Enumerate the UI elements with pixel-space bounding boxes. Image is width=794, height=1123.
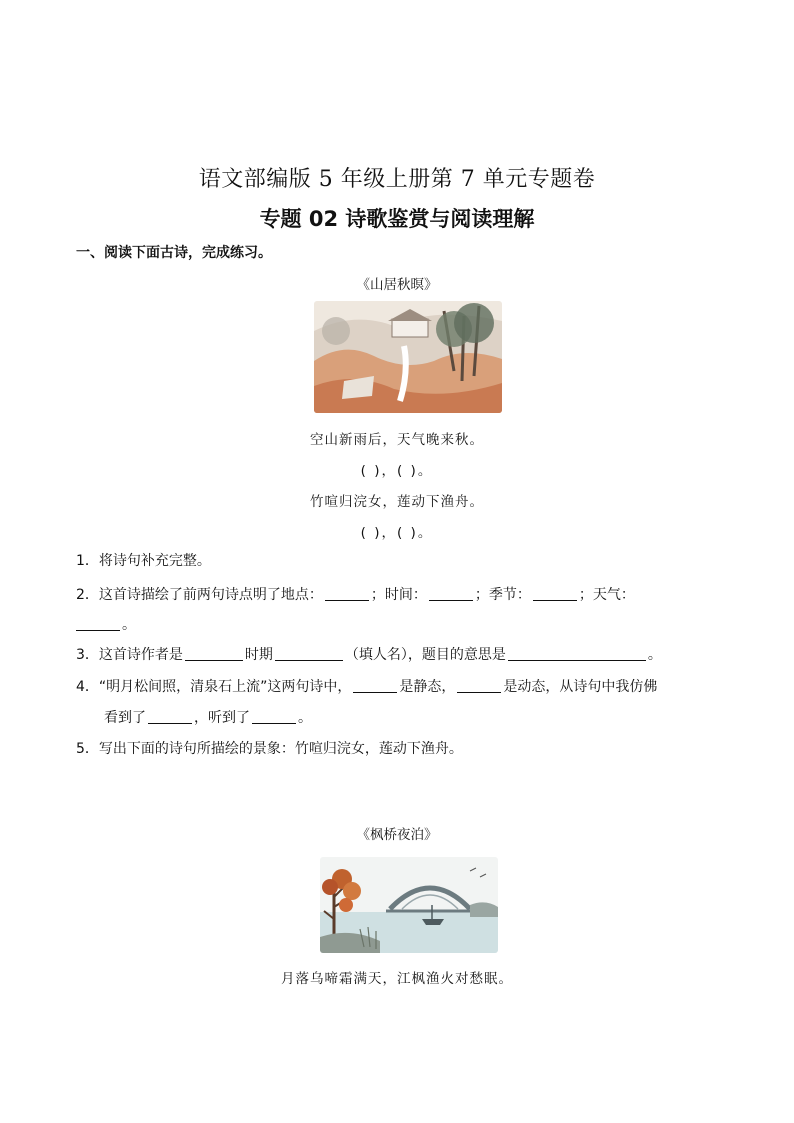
answer-blank-poet[interactable]	[275, 646, 343, 661]
question-2-continued	[76, 615, 726, 635]
question-4-text-a: 4．“明月松间照，清泉石上流”这两句诗中，	[76, 679, 352, 695]
answer-blank-weather[interactable]	[76, 616, 120, 631]
poem1-line-3: 竹喧归浣女，莲动下渔舟。	[310, 494, 484, 510]
poem1-blank-1: ( )，( )。	[360, 463, 434, 479]
river-bridge-illustration	[320, 857, 498, 953]
poem-title-shanju: 《山居秋暝》	[356, 277, 438, 293]
question-5-text: 5．写出下面的诗句所描绘的景象：竹喧归浣女，莲动下渔舟。	[76, 741, 463, 757]
landscape-illustration	[314, 301, 502, 413]
question-2-text-c: ；季节：	[474, 587, 531, 603]
document-subtitle: 专题 02 诗歌鉴赏与阅读理解	[259, 207, 535, 231]
question-1-text: 1．将诗句补充完整。	[76, 553, 211, 569]
question-2	[76, 585, 726, 605]
question-2-text-d: ；天气：	[578, 587, 635, 603]
answer-blank-location[interactable]	[325, 586, 369, 601]
question-2-text-a: 2．这首诗描绘了前两句诗点明了地点：	[76, 587, 323, 603]
answer-blank-time[interactable]	[429, 586, 473, 601]
document-title: 语文部编版 5 年级上册第 7 单元专题卷	[198, 167, 596, 192]
question-4-text-e: ，听到了	[194, 710, 250, 726]
question-4-text-c: 是动态，从诗句中我仿佛	[503, 679, 658, 695]
poem1-line-1: 空山新雨后，天气晚来秋。	[310, 432, 484, 448]
answer-blank-seen[interactable]	[148, 709, 192, 724]
poem-title-fengqiao: 《枫桥夜泊》	[356, 827, 438, 843]
answer-blank-season[interactable]	[533, 586, 577, 601]
question-5	[76, 739, 726, 759]
question-4-text-f: 。	[298, 710, 312, 726]
answer-blank-meaning[interactable]	[508, 646, 646, 661]
answer-blank-dynasty[interactable]	[185, 646, 243, 661]
question-1	[76, 551, 726, 571]
question-3-text-c: （填人名），题目的意思是	[344, 647, 506, 663]
question-3	[76, 645, 726, 665]
section-heading: 一、阅读下面古诗，完成练习。	[76, 245, 272, 261]
answer-blank-heard[interactable]	[252, 709, 296, 724]
poem1-blank-2: ( )，( )。	[360, 525, 434, 541]
question-4-continued	[104, 708, 754, 728]
question-2-text-b: ；时间：	[370, 587, 427, 603]
question-4-text-b: 是静态，	[399, 679, 456, 695]
question-2-text-e: 。	[122, 617, 136, 633]
question-3-text-d: 。	[647, 647, 662, 663]
question-4-text-d: 看到了	[104, 710, 146, 726]
answer-blank-static[interactable]	[353, 678, 397, 693]
question-3-text-b: 时期	[244, 647, 273, 663]
poem2-line-1: 月落乌啼霜满天，江枫渔火对愁眠。	[281, 971, 513, 987]
question-4	[76, 677, 726, 697]
answer-blank-dynamic[interactable]	[457, 678, 501, 693]
question-3-text-a: 3．这首诗作者是	[76, 647, 183, 663]
